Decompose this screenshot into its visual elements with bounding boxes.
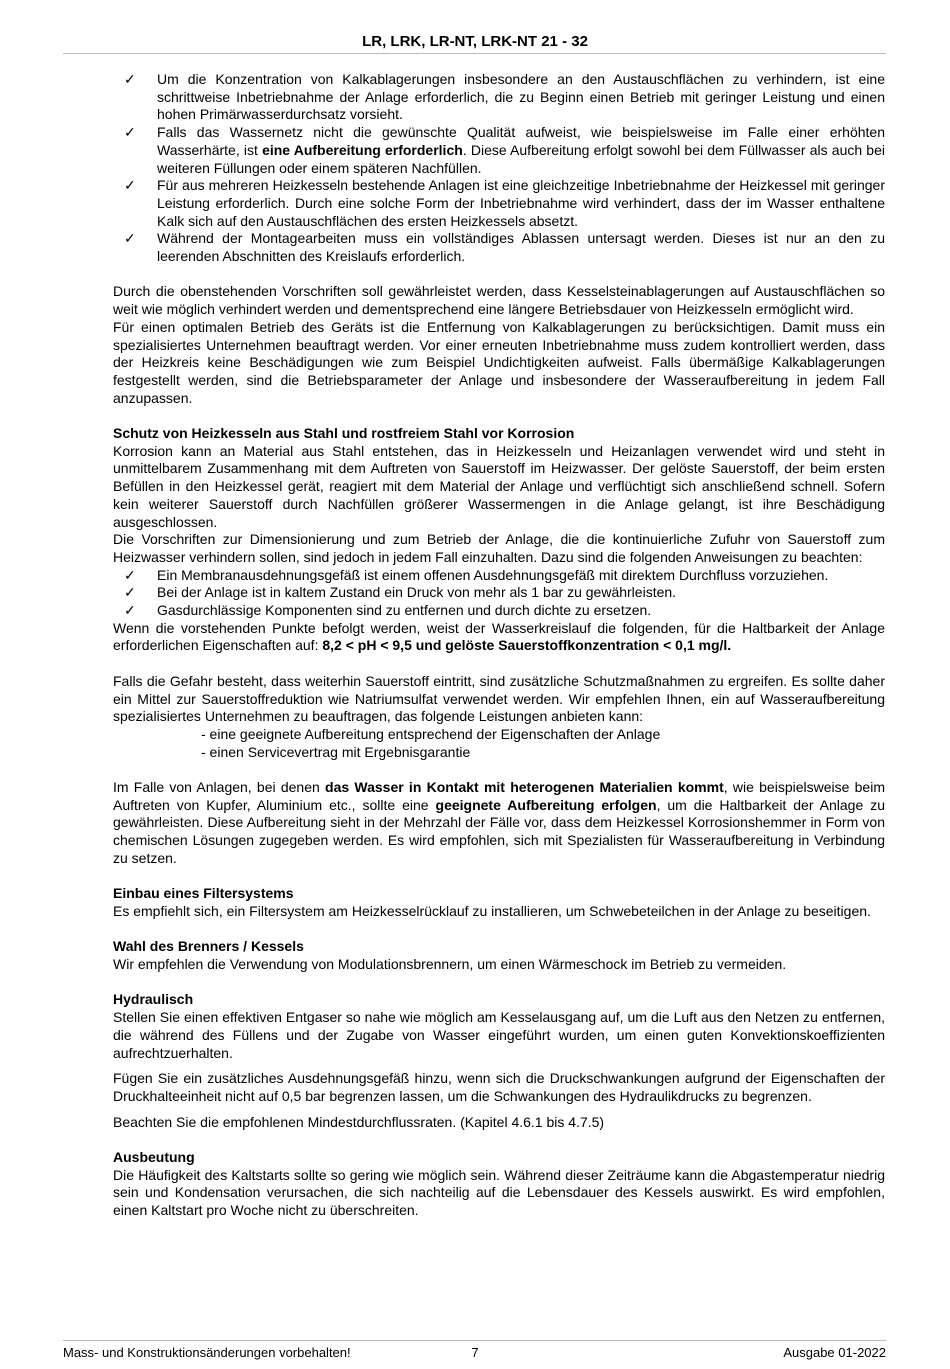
section-heading: Ausbeutung <box>113 1149 195 1166</box>
dash-item: - eine geeignete Aufbereitung entsprechend der Eigenschaften der Anlage <box>201 725 661 742</box>
list-item: ✓ Für aus mehreren Heizkesseln bestehende Anlagen ist eine gleichzeitige Inbetriebnahme der Heizkessel mit geringer Leistung erforderlich. Durch eine solche Form der Inbetriebnahme wird verhindert, dass der im Wasser enthaltene Kalk sich auf den Austauschflächen des ersten Heizkessels absetzt. <box>124 177 885 229</box>
list-item: ✓ Um die Konzentration von Kalkablagerungen insbesondere an den Austauschflächen zu verhindern, ist eine schrittweise Inbetriebnahme der Anlage erforderlich, die zu Beginn einen Betrieb mit geringer Leistung und einen hohen Primärwasserdurchsatz vorsieht. <box>124 71 885 123</box>
checkmark-icon: ✓ <box>124 124 136 141</box>
paragraph: Wenn die vorstehenden Punkte befolgt werden, weist der Wasserkreislauf die folgenden, für die Haltbarkeit der Anlage erforderlichen Eigenschaften auf: 8,2 < pH < 9,5 und gelöste Sauerstoffkonzentration < 0,1 mg/l. <box>113 619 885 654</box>
footer-disclaimer: Mass- und Konstruktionsänderungen vorbehalten! <box>63 1345 351 1360</box>
list-item: ✓ Ein Membranausdehnungsgefäß ist einem offenen Ausdehnungsgefäß mit direktem Durchfluss vorzuziehen. <box>124 566 829 583</box>
checkmark-icon: ✓ <box>124 177 136 194</box>
page-header-title: LR, LRK, LR-NT, LRK-NT 21 - 32 <box>362 33 588 50</box>
paragraph: Die Vorschriften zur Dimensionierung und zum Betrieb der Anlage, die die kontinuierliche Zufuhr von Sauerstoff zum Heizwasser verhindern sollen, sind jedoch in jedem Fall einzuhalten. Dazu sind die folgenden Anweisungen zu beachten: <box>113 531 885 565</box>
paragraph: Die Häufigkeit des Kaltstarts sollte so gering wie möglich sein. Während dieser Zeiträume kann die Abgastemperatur niedrig sein und Kondensation verursachen, die sich nachteilig auf die Lebensdauer des Kessels auswirkt. Es wird empfohlen, einen Kaltstart pro Woche nicht zu überschreiten. <box>113 1166 885 1219</box>
checkmark-icon: ✓ <box>124 602 136 619</box>
checkmark-icon: ✓ <box>124 71 136 87</box>
checkmark-icon: ✓ <box>124 230 136 247</box>
paragraph: Es empfiehlt sich, ein Filtersystem am Heizkesselrücklauf zu installieren, um Schwebeteilchen in der Anlage zu beseitigen. <box>113 902 871 919</box>
list-item: ✓ Während der Montagearbeiten muss ein vollständiges Ablassen untersagt werden. Dieses ist nur an den zu leerenden Abschnitten des Kreislaufs erforderlich. <box>124 230 885 265</box>
list-item: ✓ Bei der Anlage ist in kaltem Zustand ein Druck von mehr als 1 bar zu gewährleisten. <box>124 584 677 601</box>
header-divider <box>63 53 886 54</box>
document-body <box>113 71 885 1220</box>
checklist-korrosion <box>113 567 885 620</box>
section-heading: Einbau eines Filtersystems <box>113 885 294 902</box>
checkmark-icon: ✓ <box>124 566 136 583</box>
list-item: ✓ Gasdurchlässige Komponenten sind zu entfernen und durch dichte zu ersetzen. <box>124 602 652 619</box>
section-heading: Hydraulisch <box>113 991 194 1008</box>
checklist-kalk <box>113 71 885 266</box>
section-heading: Wahl des Brenners / Kessels <box>113 938 304 955</box>
paragraph: Durch die obenstehenden Vorschriften soll gewährleistet werden, dass Kesselsteinablagerungen auf Austauschflächen so weit wie möglich verhindert werden und dementsprechend eine längere Betriebsdauer von Heizkesseln ermöglicht wird. <box>113 283 885 318</box>
dash-item: - einen Servicevertrag mit Ergebnisgarantie <box>201 743 471 760</box>
footer-divider <box>63 1340 886 1341</box>
section-heading: Schutz von Heizkesseln aus Stahl und rostfreiem Stahl vor Korrosion <box>113 425 575 442</box>
paragraph: Für einen optimalen Betrieb des Geräts ist die Entfernung von Kalkablagerungen zu berücksichtigen. Damit muss ein spezialisiertes Unternehmen beauftragt werden. Vor einer erneuten Inbetriebnahme muss zudem kontrolliert werden, dass der Heizkreis keine Beschädigungen wie zum Beispiel Undichtigkeiten aufweist. Falls übermäßige Kalkablagerungen festgestellt werden, sind die Betriebsparameter der Anlage und insbesondere der Wasseraufbereitung in jedem Fall anzupassen. <box>113 318 885 406</box>
paragraph: Korrosion kann an Material aus Stahl entstehen, das in Heizkesseln und Heizanlagen verwendet wird und steht in unmittelbarem Zusammenhang mit dem Auftreten von Sauerstoff im Heizwasser. Der gelöste Sauerstoff, der beim ersten Befüllen in den Heizkessel gerät, reagiert mit dem Material der Anlage und verflüchtigt sich anschließend schnell. Sofern kein weiterer Sauerstoff durch Nachfüllen größerer Wassermengen in die Anlage gelangt, ist ihre Beschädigung ausgeschlossen. <box>113 442 885 530</box>
list-item: ✓ Falls das Wassernetz nicht die gewünschte Qualität aufweist, wie beispielsweise im Falle einer erhöhten Wasserhärte, ist eine Aufbereitung erforderlich. Diese Aufbereitung erfolgt sowohl bei dem Füllwasser als auch bei weiteren Füllungen oder einem späteren Nachfüllen. <box>124 124 885 176</box>
paragraph: Im Falle von Anlagen, bei denen das Wasser in Kontakt mit heterogenen Materialien kommt, wie beispielsweise beim Auftreten von Kupfer, Aluminium etc., sollte eine geeignete Aufbereitung erfolgen, um die Haltbarkeit der Anlage zu gewährleisten. Diese Aufbereitung sieht in der Mehrzahl der Fälle vor, dass dem Heizkessel Korrosionshemmer in Form von chemischen Lösungen zugegeben werden. Es wird empfohlen, sich mit Spezialisten für Wasseraufbereitung in Verbindung zu setzen. <box>113 779 885 866</box>
page-number: 7 <box>471 1345 479 1360</box>
paragraph: Fügen Sie ein zusätzliches Ausdehnungsgefäß hinzu, wenn sich die Druckschwankungen aufgrund der Eigenschaften der Druckhalteeinheit nicht auf 0,5 bar begrenzen lassen, um die Schwankungen des Hydraulikdrucks zu begrenzen. <box>113 1070 885 1104</box>
paragraph: Wir empfehlen die Verwendung von Modulationsbrennern, um einen Wärmeschock im Betrieb zu vermeiden. <box>113 956 787 973</box>
paragraph: Beachten Sie die empfohlenen Mindestdurchflussraten. (Kapitel 4.6.1 bis 4.7.5) <box>113 1113 605 1130</box>
footer-edition: Ausgabe 01-2022 <box>783 1345 886 1360</box>
checkmark-icon: ✓ <box>124 584 136 601</box>
paragraph: Falls die Gefahr besteht, dass weiterhin Sauerstoff eintritt, sind zusätzliche Schutzmaßnahmen zu ergreifen. Es sollte daher ein Mittel zur Sauerstoffreduktion wie Natriumsulfat verwendet werden. Wir empfehlen Ihnen, ein auf Wasseraufbereitung spezialisiertes Unternehmen zu beauftragen, das folgende Leistungen anbieten kann: <box>113 672 885 725</box>
paragraph: Stellen Sie einen effektiven Entgaser so nahe wie möglich am Kesselausgang auf, um die Luft aus den Netzen zu entfernen, die während des Füllens und der Zugabe von Wasser eingeführt wurden, um einen guten Konvektionskoeffizienten aufrechtzuerhalten. <box>113 1009 885 1061</box>
